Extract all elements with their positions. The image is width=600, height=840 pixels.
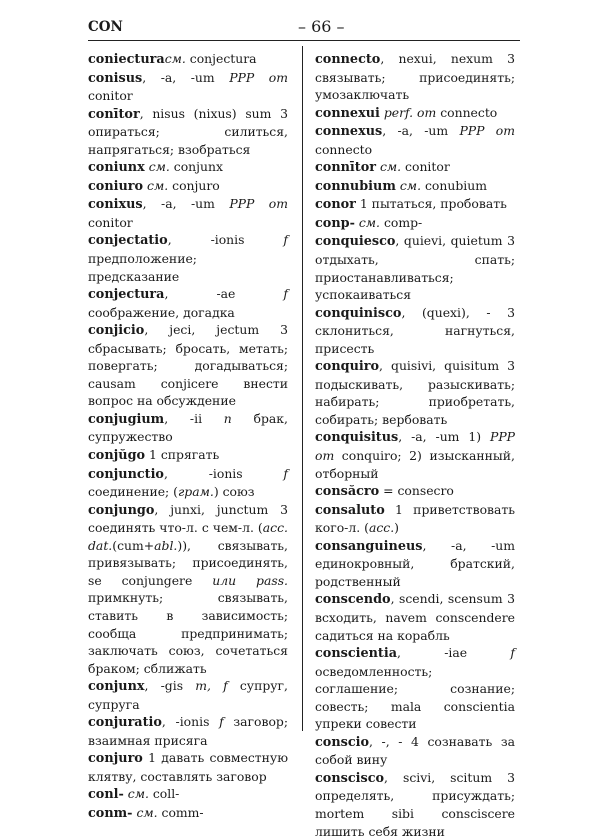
- entry-definition: conitor: [401, 159, 450, 175]
- entry-headword: connexui: [315, 105, 380, 121]
- dictionary-entry: [315, 482, 515, 501]
- entry-definition: , nisus (nixus) sum 3 опираться; силиться, напрягаться; взобраться: [88, 105, 288, 157]
- running-header: [88, 17, 528, 39]
- entry-grammar-note: см.: [148, 159, 170, 175]
- entry-headword: conscio: [315, 734, 370, 750]
- entry-definition: осведомленность; соглашение; сознание; совесть; mala conscientia упреки совести: [315, 663, 515, 732]
- dictionary-entry: [315, 304, 515, 358]
- dictionary-entry: [88, 713, 288, 749]
- dictionary-entry: [88, 50, 288, 69]
- entry-headword: conp-: [315, 215, 355, 231]
- dictionary-entry: [88, 749, 288, 785]
- column-divider: [302, 46, 303, 731]
- entry-grammar-note: perf. от: [383, 104, 437, 120]
- entry-definition: conitor: [88, 214, 133, 230]
- entry-grammar-note: см.: [358, 214, 380, 230]
- dictionary-entry: [315, 644, 515, 733]
- dictionary-entry: [315, 214, 515, 233]
- entry-headword: consaluto: [315, 502, 385, 518]
- entry-definition: , -ionis: [163, 465, 284, 481]
- entry-definition: connecto: [436, 104, 498, 120]
- entry-grammar-note: см.: [127, 786, 149, 802]
- dictionary-entry: [315, 769, 515, 840]
- entry-grammar-note: от: [268, 69, 288, 85]
- entry-headword: conjuratio: [88, 715, 162, 731]
- entry-definition: , -a, -um: [382, 123, 460, 139]
- header-rule: [88, 40, 520, 41]
- entry-headword: conl-: [88, 787, 124, 803]
- entry-definition: conjuro: [168, 177, 220, 193]
- entry-grammar-note: f: [283, 232, 288, 248]
- dictionary-entry: [315, 590, 515, 644]
- entry-definition: , -gis: [144, 678, 196, 694]
- entry-definition: conubium: [421, 177, 487, 193]
- dictionary-entry: [88, 501, 288, 677]
- entry-headword: conm-: [88, 805, 133, 821]
- entry-grammar-note: от: [268, 196, 288, 212]
- entry-definition: , jeci, jectum 3 сбрасывать; бросать, метать; повергать; догадываться; causam conjicere внести вопрос на обсуждение: [88, 322, 288, 409]
- entry-definition: примкнуть; связывать, ставить в зависимость; сообща предпринимать; заключать союз, сочетаться браком; сближать: [88, 590, 288, 676]
- entry-definition: ): [394, 520, 399, 536]
- entry-definition: comm-: [157, 804, 204, 820]
- entry-definition: 1 пытаться, пробовать: [355, 196, 507, 212]
- entry-grammar-note: acc.: [368, 520, 395, 536]
- entry-headword: consăcro: [315, 484, 380, 500]
- entry-definition: , (quexi), - 3 склониться, нагнуться, присесть: [315, 304, 515, 356]
- entry-headword: conjicio: [88, 323, 145, 339]
- entry-definition: (cum+: [112, 537, 155, 553]
- entry-grammar-note: см.: [399, 177, 422, 193]
- entry-definition: connecto: [315, 141, 373, 157]
- entry-grammar-note: n: [223, 410, 232, 426]
- entry-definition: , -ae: [164, 286, 284, 302]
- entry-definition: 1 давать совместную клятву, составлять заговор: [88, 750, 288, 784]
- entry-headword: conisus: [88, 70, 143, 86]
- dictionary-entry: [88, 321, 288, 410]
- entry-headword: conscientia: [315, 646, 397, 662]
- entry-headword: conītor: [88, 106, 140, 122]
- page-number: – 66 –: [298, 17, 345, 36]
- dictionary-entry: [315, 50, 515, 104]
- entry-grammar-note: f: [510, 645, 515, 661]
- entry-headword: conjungo: [88, 502, 155, 518]
- entry-headword: connubium: [315, 178, 396, 194]
- entry-definition: , -a, -um 1): [398, 429, 490, 445]
- entry-definition: , -a, -um единокровный, братский, родственный: [315, 537, 515, 589]
- dictionary-entry: [315, 104, 515, 123]
- entry-definition: , nexui, nexum 3 связывать; присоединять; умозаключать: [315, 51, 515, 103]
- dictionary-entry: [315, 733, 515, 769]
- entry-grammar-note: m, f: [195, 678, 228, 694]
- entry-headword: coniectura: [88, 52, 165, 67]
- entry-definition: , -ionis: [167, 232, 284, 248]
- entry-grammar-note: PPP: [229, 196, 255, 212]
- dictionary-entry: [315, 177, 515, 196]
- entry-headword: conquiro: [315, 359, 380, 375]
- entry-headword: conor: [315, 197, 356, 213]
- entry-definition: , -ionis: [161, 714, 220, 730]
- entry-headword: connītor: [315, 160, 376, 176]
- entry-definition: , junxi, junctum 3 соединять что-л. с чем-л. (: [88, 501, 288, 536]
- dictionary-entry: [88, 804, 288, 823]
- entry-definition: , -ii: [164, 410, 224, 426]
- dictionary-entry: [88, 105, 288, 159]
- entry-definition: , quisivi, quisitum 3 подыскивать, разыскивать; набирать; приобретать, собирать; вербовать: [315, 358, 515, 427]
- entry-definition: , -a, -um: [142, 69, 230, 85]
- entry-definition: , -, - 4 сознавать за собой вину: [315, 733, 515, 768]
- entry-definition: comp-: [380, 214, 423, 230]
- entry-grammar-note: f: [283, 286, 288, 302]
- entry-headword: conquiesco: [315, 234, 396, 250]
- entry-grammar-note: PPP: [459, 123, 485, 139]
- entry-grammar-note: PPP от: [315, 429, 515, 464]
- entry-definition: conjunx: [169, 159, 223, 175]
- entry-definition: [484, 123, 495, 138]
- entry-definition: соединение; (: [88, 484, 179, 500]
- entry-grammar-note: или pass.: [212, 572, 288, 588]
- dictionary-entry: [88, 410, 288, 446]
- entry-definition: брак, супружество: [88, 410, 288, 445]
- entry-headword: conscisco: [315, 770, 385, 786]
- entry-grammar-note: f: [283, 465, 288, 481]
- dictionary-entry: [88, 465, 288, 501]
- entry-definition: [254, 70, 269, 85]
- entry-headword: conjuro: [88, 751, 143, 767]
- entry-headword: coniuro: [88, 178, 144, 194]
- entry-headword: conjectura: [88, 287, 165, 303]
- entry-definition: conquiro; 2) изысканный, отборный: [315, 448, 515, 481]
- entry-grammar-note: см.: [379, 159, 402, 175]
- entry-grammar-note: см.: [136, 804, 158, 820]
- entry-grammar-note: см.: [147, 177, 169, 193]
- entry-headword: conscendo: [315, 592, 391, 608]
- entry-definition: )), связывать, привязывать; присоединять, se conjungere: [88, 537, 288, 588]
- entry-definition: , -iae: [397, 645, 511, 661]
- entry-headword: conjectatio: [88, 233, 168, 249]
- dictionary-entry: [315, 158, 515, 177]
- dictionary-entry: [315, 428, 515, 482]
- dictionary-entry: [88, 177, 288, 196]
- entry-definition: 1 приветствовать кого-л. (: [315, 501, 515, 536]
- dictionary-entry: [315, 501, 515, 537]
- dictionary-entry: [315, 357, 515, 428]
- dictionary-entry: [315, 122, 515, 158]
- dictionary-entry: [88, 285, 288, 321]
- entry-headword: connexus: [315, 124, 383, 140]
- entry-definition: [254, 196, 268, 211]
- entry-headword: conixus: [88, 197, 143, 213]
- entry-definition: , scivi, scitum 3 определять, присуждать; mortem sibi consciscere лишить себя жизни: [315, 769, 515, 839]
- entry-definition: conjectura: [185, 51, 257, 66]
- entry-grammar-note: f: [219, 714, 224, 730]
- entry-grammar-note: PPP: [229, 69, 255, 85]
- entry-grammar-note: acc. dat.: [88, 520, 288, 553]
- entry-headword: coniunx: [88, 160, 145, 176]
- entry-definition: супруг, супруга: [88, 678, 288, 712]
- dictionary-entry: [315, 195, 515, 214]
- dictionary-entry: [315, 232, 515, 303]
- entry-definition: conitor: [88, 88, 133, 104]
- entry-grammar-note: от: [495, 123, 515, 139]
- entry-headword: conjŭgo: [88, 448, 146, 464]
- dictionary-entry: [88, 195, 288, 231]
- entry-definition: предположение; предсказание: [88, 251, 197, 284]
- entry-grammar-note: abl.: [154, 537, 178, 553]
- entry-headword: conquisitus: [315, 430, 399, 446]
- entry-definition: , scendi, scensum 3 всходить, navem conscendere садиться на корабль: [315, 591, 515, 643]
- entry-definition: = consecro: [379, 483, 454, 499]
- entry-definition: заговор; взаимная присяга: [88, 714, 289, 748]
- right-column: [315, 50, 515, 840]
- entry-grammar-note: см.: [164, 51, 186, 66]
- entry-headword: consanguineus: [315, 538, 423, 554]
- entry-headword: conjugium: [88, 411, 165, 427]
- entry-grammar-note: грам.: [178, 484, 214, 500]
- dictionary-entry: [88, 677, 288, 713]
- entry-definition: 1 спрягать: [145, 447, 220, 463]
- entry-definition: ) союз: [213, 484, 255, 500]
- dictionary-entry: [88, 446, 288, 465]
- dictionary-entry: [88, 785, 288, 804]
- entry-definition: соображение, догадка: [88, 304, 235, 320]
- dictionary-entry: [88, 158, 288, 177]
- left-column: [88, 50, 288, 823]
- entry-headword: connecto: [315, 52, 381, 67]
- header-headword: CON: [88, 19, 123, 35]
- entry-definition: , -a, -um: [142, 196, 230, 212]
- dictionary-entry: [315, 537, 515, 591]
- dictionary-entry: [88, 69, 288, 105]
- entry-headword: conquinisco: [315, 305, 402, 321]
- dictionary-entry: [88, 231, 288, 285]
- entry-headword: conjunctio: [88, 466, 164, 482]
- entry-definition: , quievi, quietum 3 отдыхать, спать; приостанавливаться; успокаиваться: [315, 233, 515, 303]
- entry-definition: coll-: [148, 786, 180, 802]
- entry-headword: conjunx: [88, 679, 145, 695]
